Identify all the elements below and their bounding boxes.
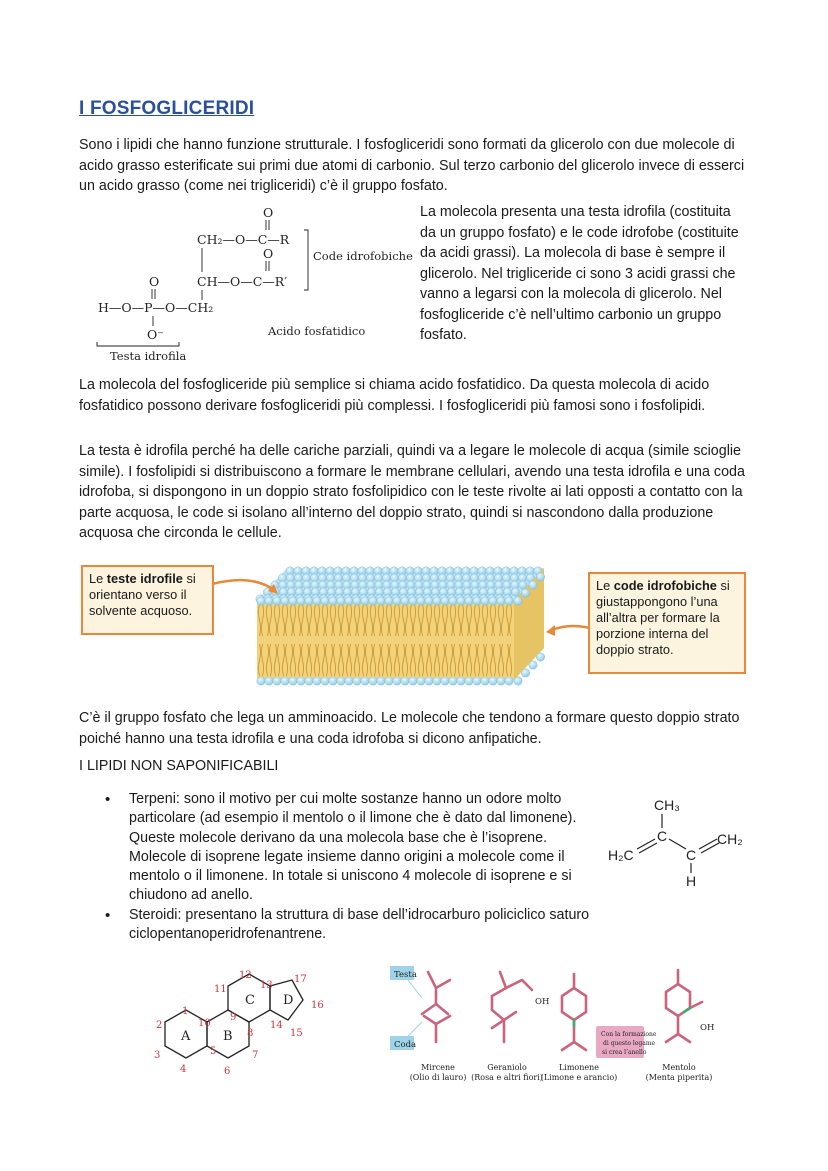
callout-right-prefix: Le bbox=[596, 578, 614, 593]
steroid-carbon-13: 13 bbox=[260, 980, 273, 991]
geraniol-oh: OH bbox=[535, 997, 550, 1007]
phosphoryl-oxygen: O bbox=[149, 274, 160, 289]
steroid-carbon-6: 6 bbox=[224, 1066, 231, 1077]
isoprene-structure bbox=[600, 793, 760, 893]
steroid-carbon-9: 9 bbox=[230, 1012, 237, 1023]
steroid-carbon-14: 14 bbox=[270, 1020, 283, 1031]
anionic-oxygen: O⁻ bbox=[147, 327, 164, 342]
glycerol-c2-row: CH—O—C—R′ bbox=[197, 274, 288, 289]
isoprene-h2c: H₂C bbox=[608, 847, 634, 863]
callout-right-emphasis: code idrofobiche bbox=[613, 578, 717, 593]
callout-left-prefix: Le bbox=[89, 571, 107, 586]
menthol-oh: OH bbox=[700, 1023, 715, 1033]
terpene-name-1: Mircene bbox=[421, 1063, 455, 1072]
bullet-steroidi: • Steroidi: presentano la struttura di base dell’idrocarburo policiclico saturo ciclopentanoperidrofenantrene. bbox=[100, 906, 689, 945]
intro-paragraph: Sono i lipidi che hanno funzione strutturale. I fosfogliceridi sono formati da glicerolo con due molecole di acido grasso esterificate sui primi due atomi di carbonio. Sul terzo carbonio del glicerolo invece di esserci un acido grasso (come nei trigliceridi) c’è il gruppo fosfato. bbox=[79, 137, 745, 194]
phosphatidic-paragraph: La molecola del fosfogliceride più semplice si chiama acido fosfatidico. Da questa molecola di acido fosfatidico possono derivare fosfogliceridi più complessi. I fosfogliceridi più famosi sono i fosfolipidi. bbox=[79, 377, 710, 414]
callout-left-text: si orientano verso il solvente acquoso. bbox=[89, 571, 196, 618]
steroid-nucleus bbox=[150, 962, 330, 1080]
ring-label-d: D bbox=[283, 993, 294, 1008]
isoprene-h: H bbox=[686, 873, 697, 889]
steroid-carbon-3: 3 bbox=[154, 1050, 161, 1061]
tag-tail: Coda bbox=[394, 1040, 417, 1050]
steroid-carbon-17: 17 bbox=[294, 974, 307, 985]
terpene-source-2: (Rosa e altri fiori) bbox=[471, 1073, 543, 1082]
note-line-1: Con la formazione bbox=[601, 1031, 657, 1038]
terpene-name-3: Limonene bbox=[558, 1063, 600, 1072]
steroid-carbon-2: 2 bbox=[156, 1020, 163, 1031]
terpene-source-4: (Menta piperita) bbox=[645, 1073, 713, 1082]
page-title: I FOSFOGLICERIDI bbox=[79, 98, 255, 119]
side-paragraph: La molecola presenta una testa idrofila (costituita da un gruppo fosfato) e le code idrofobe (costituite da acidi grassi). La molecola di base è sempre il glicerolo. Nel trigliceride ci sono 3 acidi grassi che vanno a legarsi con la molecola di glicerolo. Nel fosfogliceride c’è nell’ultimo carbonio un gruppo fosfato. bbox=[420, 204, 739, 343]
carbonyl-oxygen-mid: O bbox=[263, 246, 274, 261]
note-line-2: di questo legame bbox=[603, 1040, 656, 1047]
terpene-name-2: Geraniolo bbox=[487, 1063, 527, 1072]
label-hydrophobic-tails: Code idrofobiche bbox=[313, 249, 413, 263]
membrane-paragraph: La testa è idrofila perché ha delle cariche parziali, quindi va a legare le molecole di acqua (simile scioglie simile). I fosfolipidi si distribuiscono a formare le membrane cellulari, avendo una testa idrofila e una coda idrofoba, si dispongono in un doppio strato fosfolipidico con le teste rivolte ai lati opposti a contatto con la parte acquosa, le code si isolano all’interno del doppio strato, quindi si nascondono dalla produzione acquosa che circonda le cellule. bbox=[79, 443, 745, 541]
steroid-carbon-5: 5 bbox=[210, 1046, 217, 1057]
tag-head: Testa bbox=[394, 970, 417, 980]
phosphatidic-acid-figure bbox=[95, 200, 415, 370]
steroid-carbon-1: 1 bbox=[182, 1006, 189, 1017]
amphipathic-paragraph: C’è il gruppo fosfato che lega un amminoacido. Le molecole che tendono a formare questo doppio strato poiché hanno una testa idrofila e una coda idrofoba si dicono anfipatiche. bbox=[79, 710, 740, 747]
isoprene-c-bottom: C bbox=[686, 847, 697, 863]
steroid-carbon-4: 4 bbox=[180, 1064, 187, 1075]
isoprene-ch3: CH₃ bbox=[654, 797, 680, 813]
callout-hydrophilic-heads bbox=[81, 565, 214, 635]
label-phosphatidic-acid: Acido fosfatidico bbox=[268, 324, 366, 338]
section-heading: I LIPIDI NON SAPONIFICABILI bbox=[79, 758, 279, 774]
steroid-carbon-11: 11 bbox=[214, 984, 227, 995]
lipid-bilayer-illustration bbox=[212, 560, 597, 692]
steroid-carbon-8: 8 bbox=[247, 1028, 254, 1039]
callout-hydrophobic-tails bbox=[588, 572, 746, 674]
ring-label-b: B bbox=[223, 1029, 233, 1044]
terpene-source-1: (Olio di lauro) bbox=[409, 1073, 467, 1082]
note-line-3: si crea l’anello bbox=[602, 1049, 647, 1056]
label-hydrophilic-head: Testa idrofila bbox=[110, 349, 187, 363]
steroid-carbon-10: 10 bbox=[198, 1018, 211, 1029]
phosphate-row: H—O—P—O—CH₂ bbox=[98, 300, 214, 315]
ring-label-c: C bbox=[245, 993, 255, 1008]
steroid-carbon-12: 12 bbox=[239, 970, 252, 981]
callout-right-text: si giustappongono l’una all’altra per formare la porzione interna del doppio strato. bbox=[596, 578, 730, 657]
bullet-terpeni: • Terpeni: sono il motivo per cui molte sostanze hanno un odore molto particolare (ad esempio il mentolo o il limone che è dato dal limonene). Queste molecole derivano da una molecola base che è l’isoprene. Molecole di isoprene legate insieme danno origini a molecole come il mentolo o il limonene. In totale si uniscono 4 molecole di isoprene e si chiudono ad anello. bbox=[100, 790, 584, 906]
carbonyl-oxygen-top: O bbox=[263, 205, 274, 220]
isoprene-ch2: CH₂ bbox=[717, 831, 743, 847]
callout-left-emphasis: teste idrofile bbox=[106, 571, 183, 586]
terpene-molecules bbox=[388, 962, 748, 1086]
terpene-name-4: Mentolo bbox=[662, 1063, 696, 1072]
ring-label-a: A bbox=[181, 1029, 191, 1044]
glycerol-c1-row: CH₂—O—C—R bbox=[197, 232, 290, 247]
steroid-carbon-15: 15 bbox=[290, 1028, 303, 1039]
isoprene-c-top: C bbox=[657, 828, 668, 844]
steroid-carbon-16: 16 bbox=[311, 1000, 324, 1011]
terpene-source-3: (Limone e arancio) bbox=[540, 1073, 618, 1082]
steroid-carbon-7: 7 bbox=[252, 1050, 259, 1061]
